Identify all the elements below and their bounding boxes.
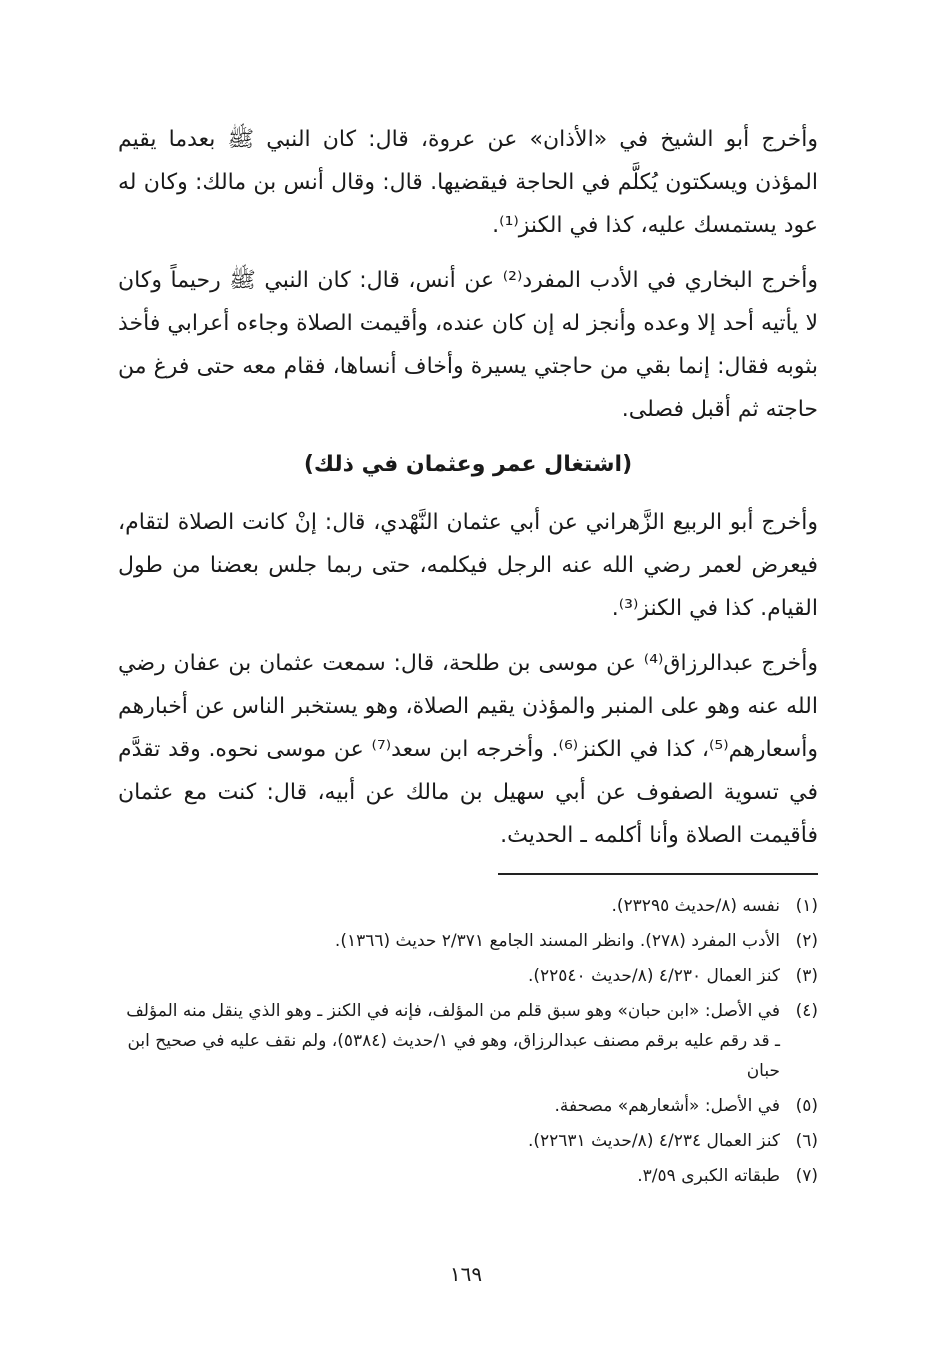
footnote-text: نفسه (٨/حديث ٢٣٢٩٥). xyxy=(611,896,780,916)
footnote-text: كنز العمال ٤/٢٣٠ (٨/حديث ٢٢٥٤٠). xyxy=(527,966,780,986)
footnote-2 xyxy=(118,926,818,956)
footnote-5 xyxy=(118,1091,818,1121)
section-heading: (اشتغال عمر وعثمان في ذلك) xyxy=(303,452,633,477)
paragraph-2: وأخرج البخاري في الأدب المفرد⁽²⁾ عن أنس، قال: كان النبي ﷺ رحيماً وكان لا يأتيه أحد إلا وعده وأنجز له إن كان عنده، وأقيمت الصلاة وجاءه أعرابي فأخذ بثوبه فقال: إنما بقي من حاجتي يسيرة وأخاف أنساها، فقام معه حتى فرغ من حاجته ثم أقبل فصلى. xyxy=(118,268,819,422)
footnote-number: (٦) xyxy=(795,1131,818,1151)
footnote-divider xyxy=(498,873,818,875)
paragraph-3: وأخرج أبو الربيع الزَّهراني عن أبي عثمان النَّهْدي، قال: إنْ كانت الصلاة لتقام، فيعرض لعمر رضي الله عنه الرجل فيكلمه، حتى ربما جلس بعضنا من طول القيام. كذا في الكنز⁽³⁾. xyxy=(118,510,818,621)
footnote-number: (١) xyxy=(795,896,818,916)
footnote-1 xyxy=(118,891,818,921)
footnote-3 xyxy=(118,961,818,991)
page-number: ١٦٩ xyxy=(449,1262,483,1286)
footnote-number: (٢) xyxy=(795,931,818,951)
footnote-7 xyxy=(118,1161,818,1191)
paragraph-1: وأخرج أبو الشيخ في «الأذان» عن عروة، قال: كان النبي ﷺ بعدما يقيم المؤذن ويسكتون يُكلَّم في الحاجة فيقضيها. قال: وقال أنس بن مالك: وكان له عود يستمسك عليه، كذا في الكنز⁽¹⁾. xyxy=(118,127,818,238)
footnote-text: الأدب المفرد (٢٧٨). وانظر المسند الجامع ٢/٣٧١ حديث (١٣٦٦). xyxy=(334,931,780,951)
footnote-text: كنز العمال ٤/٢٣٤ (٨/حديث ٢٢٦٣١). xyxy=(527,1131,780,1151)
footnote-number: (٥) xyxy=(795,1096,818,1116)
page-body xyxy=(118,118,818,1196)
footnote-number: (٧) xyxy=(795,1166,818,1186)
footnote-number: (٣) xyxy=(795,966,818,986)
paragraph-4: وأخرج عبدالرزاق⁽⁴⁾ عن موسى بن طلحة، قال: سمعت عثمان بن عفان رضي الله عنه وهو على المنبر والمؤذن يقيم الصلاة، وهو يستخبر الناس عن أخبارهم وأسعارهم⁽⁵⁾، كذا في الكنز⁽⁶⁾. وأخرجه ابن سعد⁽⁷⁾ عن موسى نحوه. وقد تقدَّم في تسوية الصفوف عن أبي سهيل بن مالك عن أبيه، قال: كنت مع عثمان فأقيمت الصلاة وأنا أكلمه ـ الحديث. xyxy=(118,651,818,848)
footnote-text: طبقاته الكبرى ٣/٥٩. xyxy=(637,1166,780,1186)
footnote-number: (٤) xyxy=(795,1001,818,1021)
footnote-4 xyxy=(118,996,818,1086)
footnote-text: في الأصل: «ابن حبان» وهو سبق قلم من المؤلف، فإنه في الكنز ـ وهو الذي ينقل منه المؤلف ـ قد رقم عليه برقم مصنف عبدالرزاق، وهو في ١/حديث (٥٣٨٤)، ولم نقف عليه في صحيح ابن حبان xyxy=(126,1001,780,1081)
footnote-text: في الأصل: «أشعارهم» مصحفة. xyxy=(554,1096,780,1116)
footnote-6 xyxy=(118,1126,818,1156)
footnotes xyxy=(118,891,818,1191)
